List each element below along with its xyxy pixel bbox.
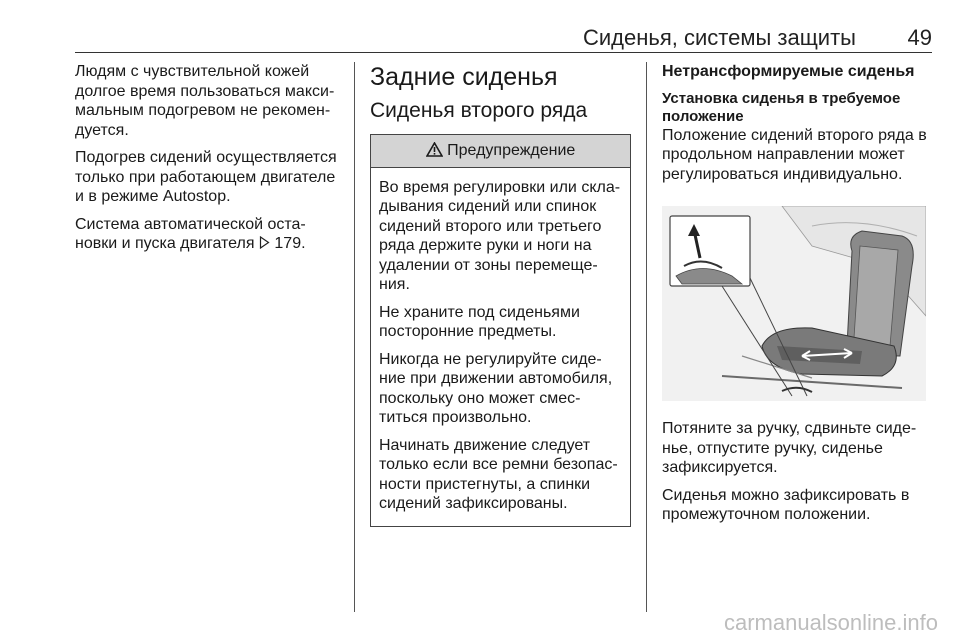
- section-heading-rear-seats: Задние сиденья: [370, 63, 558, 91]
- column-1: [75, 62, 345, 262]
- column-divider-1: [354, 62, 355, 612]
- warning-paragraph-2: Не храните под сиденьями посторонние предметы.: [379, 303, 580, 340]
- seat-illustration: [662, 206, 926, 401]
- warning-triangle-icon: [426, 142, 447, 159]
- paragraph-pull-handle: Потяните за ручку, сдвиньте сиде-нье, отпустите ручку, сиденье зафиксируется.: [662, 420, 917, 476]
- header-rule: [75, 52, 932, 53]
- warning-title: Предупреждение: [447, 142, 576, 159]
- page-ref-link[interactable]: 179.: [274, 235, 306, 252]
- column-3: [662, 62, 932, 533]
- page-number: 49: [907, 25, 932, 50]
- warning-paragraph-3: Никогда не регулируйте сиде-ние при движении автомобиля, поскольку оно может смес-титься произвольно.: [379, 350, 613, 426]
- column-2: [370, 62, 633, 527]
- warning-body: [371, 168, 630, 526]
- paragraph-autostop-ref: [75, 215, 345, 254]
- warning-paragraph-1: Во время регулировки или скла-дывания сидений или спинок сидений второго или третьего ряда держите руки и ноги на удалении от зоны перемеще-ния.: [379, 178, 621, 293]
- warning-box: [370, 134, 631, 527]
- watermark: carmanualsonline.info: [723, 610, 938, 635]
- page-ref-arrow-icon: [259, 235, 274, 252]
- subsection-heading-second-row: Сиденья второго ряда: [370, 99, 588, 122]
- autostop-text: Система автоматической оста-новки и пуска двигателя: [75, 215, 306, 252]
- column-divider-2: [646, 62, 647, 612]
- paragraph-longitudinal: Положение сидений второго ряда в продольном направлении может регулироваться индивидуально.: [662, 126, 927, 183]
- section-heading-fixed-seats: Нетрансформируемые сиденья: [662, 63, 915, 80]
- subsection-heading-seat-position: Установка сиденья в требуемое положение: [662, 89, 901, 125]
- paragraph-intermediate: Сиденья можно зафиксировать в промежуточном положении.: [662, 486, 910, 523]
- paragraph-heated-seats-engine: Подогрев сидений осуществляется только при работающем двигателе и в режиме Autostop.: [75, 149, 337, 205]
- page-header-title: Сиденья, системы защиты: [582, 25, 856, 50]
- paragraph-heated-seats-skin: Людям с чувствительной кожей долгое время пользоваться макси-мальным подогревом не рекомен-дуется.: [75, 63, 335, 139]
- warning-paragraph-4: Начинать движение следует только если все ремни безопас-ности пристегнуты, а спинки сидений зафиксированы.: [379, 436, 618, 512]
- warning-header: [371, 135, 630, 168]
